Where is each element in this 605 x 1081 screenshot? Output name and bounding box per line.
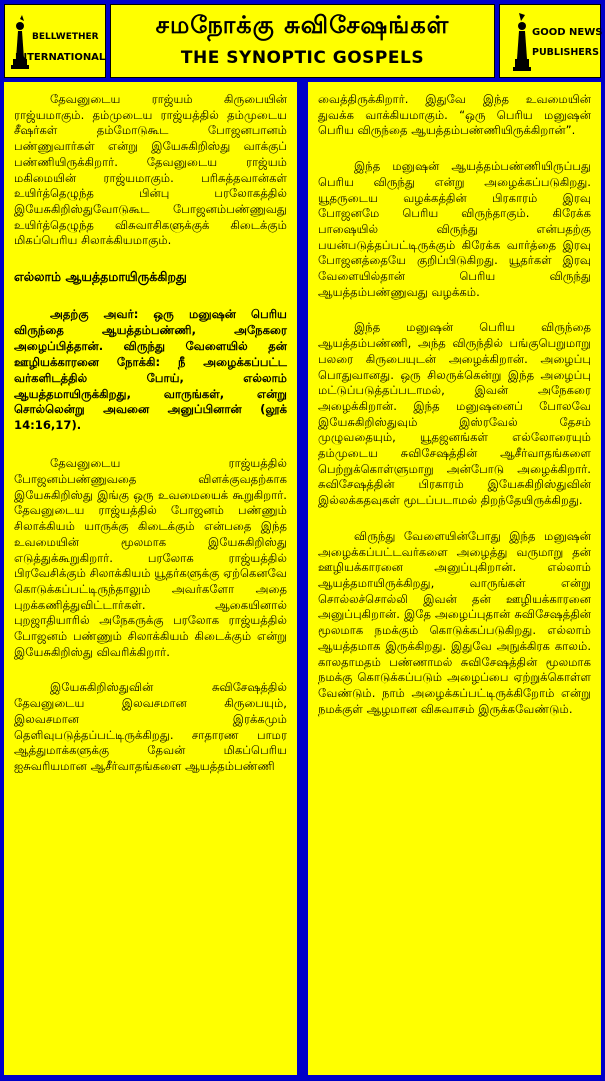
title-box: [110, 4, 495, 78]
bellwether-logo: [4, 4, 106, 78]
good-news-logo: [499, 4, 601, 78]
good-news-line2: PUBLISHERS: [532, 47, 599, 58]
right-column: [308, 82, 601, 1075]
right-paragraph-2: இந்த மனுஷன் ஆயத்தம்பண்ணியிருப்பது பெரிய விருந்து என்று அழைக்கப்படுகிறது. யூதருடைய வழக்கத்தின் பிரகாரம் இரவு போஜனமே பெரிய விருந்தாகும். கிரேக்க பாஷையில் விருந்து என்பதற்கு பயன்படுத்தப்பட்டிருக்கும் கிரேக்க வார்த்தை இரவு போஜனத்தையே குறிப்பிடுகிறது. யூதர்கள் இரவு வேளையில்தான் பெரிய விருந்து ஆயத்தம்பண்ணுவது வழக்கம்.: [318, 159, 591, 299]
right-paragraph-1: வைத்திருக்கிறார். இதுவே இந்த உவமையின் துவக்க வாக்கியமாகும். “ஒரு பெரிய மனுஷன் பெரிய விருந்தை ஆயத்தம்பண்ணியிருக்கிறான்”.: [318, 92, 591, 138]
left-paragraph-2: தேவனுடைய ராஜ்யத்தில் போஜனம்பண்ணுவதை விளக்குவதற்காக இயேசுகிறிஸ்து இங்கு ஒரு உவமையைக் கூறுகிறார். தேவனுடைய ராஜ்யத்தில் போஜனம் பண்ணும் சிலாக்கியம் யாருக்கு கிடைக்கும் என்பதை இந்த உவமையின் மூலமாக இயேசுகிறிஸ்து எடுத்துக்கூறுகிறார். பரலோக ராஜ்யத்தில் பிரவேசிக்கும் சிலாக்கியம் யூதர்களுக்கு ஏற்கெனவே கொடுக்கப்பட்டிருந்தாலும் அவர்களோ அதை புறக்கணித்துவிட்டார்கள். ஆகையினால் புறஜாதியாரில் அநேகருக்கு பரலோக ராஜ்யத்தில் போஜனம் பண்ணும் சிலாக்கியம் கிடைக்கும் என்று இயேசுகிறிஸ்து விவரிக்கிறார்.: [14, 456, 288, 659]
news-figure-icon: [513, 13, 531, 71]
title-tamil: சமநோக்கு சுவிசேஷங்கள்: [155, 11, 450, 39]
page-header: [4, 4, 601, 78]
left-column: [4, 82, 297, 1075]
title-english: THE SYNOPTIC GOSPELS: [180, 48, 425, 68]
left-paragraph-3: இயேசுகிறிஸ்துவின் சுவிசேஷத்தில் தேவனுடைய இலவசமான கிருபையும், இலவசமான இரக்கமும் தெளிவுபடுத்தப்பட்டிருக்கிறது. சாதாரண பாமர ஆத்துமாக்களுக்கு தேவன் மிகப்பெரிய ஐசுவரியமான ஆசீர்வாதங்களை ஆயத்தம்பண்ணி: [14, 680, 287, 773]
bellwether-line2: INTERNATIONAL: [15, 52, 106, 63]
left-paragraph-1: தேவனுடைய ராஜ்யம் கிருபையின் ராஜ்யமாகும். தம்முடைய ராஜ்யத்தில் தம்முடைய சீஷர்கள் தம்மோடுகூட போஜனபானம் பண்ணுவார்கள் என்று இயேசுகிறிஸ்து வாக்குப் பண்ணியிருக்கிறார். தேவனுடைய ராஜ்யம் மகிமையின் ராஜ்யமாகும். பரிசுத்தவான்கள் உயிர்த்தெழுந்த பின்பு பரலோகத்தில் இயேசுகிறிஸ்துவோடுகூட போஜனம்பண்ணுவது உயிர்த்தெழுந்த விசுவாசிகளுக்குக் கிடைக்கும் மிகப்பெரிய சிலாக்கியமாகும்.: [14, 92, 287, 248]
section-heading: எல்லாம் ஆயத்தமாயிருக்கிறது: [14, 269, 187, 285]
bellwether-line1: BELLWETHER: [32, 32, 99, 42]
good-news-line1: GOOD NEWS: [532, 27, 603, 38]
right-paragraph-4: விருந்து வேளையின்போது இந்த மனுஷன் அழைக்கப்பட்டவர்களை அழைத்து வருமாறு தன் ஊழியக்காரனை அனுப்புகிறான். எல்லாம் ஆயத்தமாயிருக்கிறது, வாருங்கள் என்று சொல்லச்சொல்லி இவன் தன் ஊழியக்காரனை அனுப்புகிறான். இதே அழைப்புதான் சுவிசேஷத்தின் மூலமாக நமக்கும் கொடுக்கப்படுகிறது. எல்லாம் ஆயத்தமாக இருக்கிறது. இதுவே அநுக்கிரக காலம். காலதாமதம் பண்ணாமல் சுவிசேஷத்தின் மூலமாக நமக்கு கொடுக்கப்படும் அழைப்பை ஏற்றுக்கொள்ள வேண்டும். நாம் அழைக்கப்பட்டிருக்கிறோம் என்று நமக்குள் ஆழமான விசுவாசம் இருக்கவேண்டும்.: [318, 528, 591, 716]
right-paragraph-3: இந்த மனுஷன் பெரிய விருந்தை ஆயத்தம்பண்ணி, அந்த விருந்தில் பங்குபெறுமாறு பலரை கிருபையுடன் அழைக்கிறான். அழைப்பு பொதுவானது. ஒரு சிலருக்கென்று இந்த அழைப்பு மட்டுப்படுத்தப்படாமல், இவன் அநேகரை அழைக்கிறான். இந்த மனுஷனைப் போலவே இயேசுகிறிஸ்துவும் இஸ்ரவேல் தேசம் முழுவதையும், யூதஜனங்கள் எல்லோரையும் தம்முடைய சுவிசேஷத்தின் ஆசீர்வாதங்களை பெற்றுக்கொள்ளுமாறு அன்போடு அழைக்கிறார். சுவிசேஷத்தின் பிரகாரம் இயேசுகிறிஸ்துவின் இல்லக்கதவுகள் மூடப்படாமல் திறந்தேயிருக்கிறது.: [318, 320, 591, 508]
scripture-verse: அதற்கு அவர்: ஒரு மனுஷன் பெரிய விருந்தை ஆயத்தம்பண்ணி, அநேகரை அழைப்பித்தான். விருந்து வேளையில் தன் ஊழியக்காரனை நோக்கி: நீ அழைக்கப்பட்ட வர்களிடத்தில் போய், எல்லாம் ஆயத்தமாயிருக்கிறது, வாருங்கள், என்று சொல்லென்று அவனை அனுப்பினான் (லூக் 14:16,17).: [14, 307, 287, 433]
